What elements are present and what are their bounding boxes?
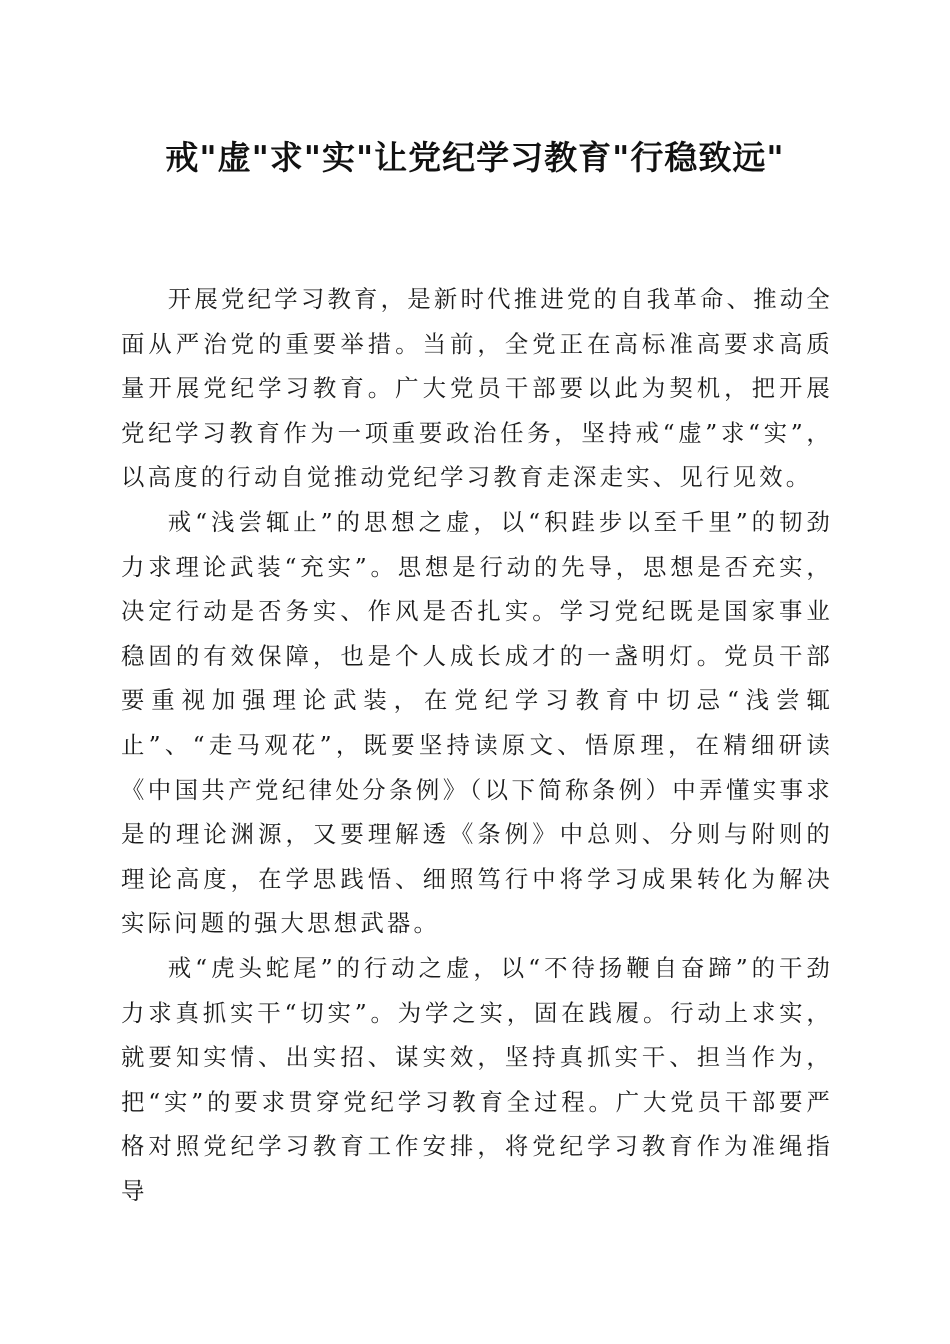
- paragraph: 戒“浅尝辄止”的思想之虚，以“积跬步以至千里”的韧劲力求理论武装“充实”。思想是行动的先导，思想是否充实，决定行动是否务实、作风是否扎实。学习党纪既是国家事业稳固的有效保障，也是个人成长成才的一盏明灯。党员干部要重视加强理论武装，在党纪学习教育中切忌“浅尝辄止”、“走马观花”，既要坚持读原文、悟原理，在精细研读《中国共产党纪律处分条例》（以下简称条例）中弄懂实事求是的理论渊源，又要理解透《条例》中总则、分则与附则的理论高度，在学思践悟、细照笃行中将学习成果转化为解决实际问题的强大思想武器。: [121, 507, 833, 938]
- document-title: 戒"虚"求"实"让党纪学习教育"行稳致远": [165, 138, 785, 177]
- paragraph: 戒“虎头蛇尾”的行动之虚，以“不待扬鞭自奋蹄”的干劲力求真抓实干“切实”。为学之实，固在践履。行动上求实，就要知实情、出实招、谋实效，坚持真抓实干、担当作为，把“实”的要求贯穿党纪学习教育全过程。广大党员干部要严格对照党纪学习教育工作安排，将党纪学习教育作为准绳指导: [121, 953, 833, 1205]
- paragraph: 开展党纪学习教育，是新时代推进党的自我革命、推动全面从严治党的重要举措。当前，全党正在高标准高要求高质量开展党纪学习教育。广大党员干部要以此为契机，把开展党纪学习教育作为一项重要政治任务，坚持戒“虚”求“实”，以高度的行动自觉推动党纪学习教育走深走实、见行见效。: [121, 285, 833, 492]
- document-body: [121, 277, 833, 1213]
